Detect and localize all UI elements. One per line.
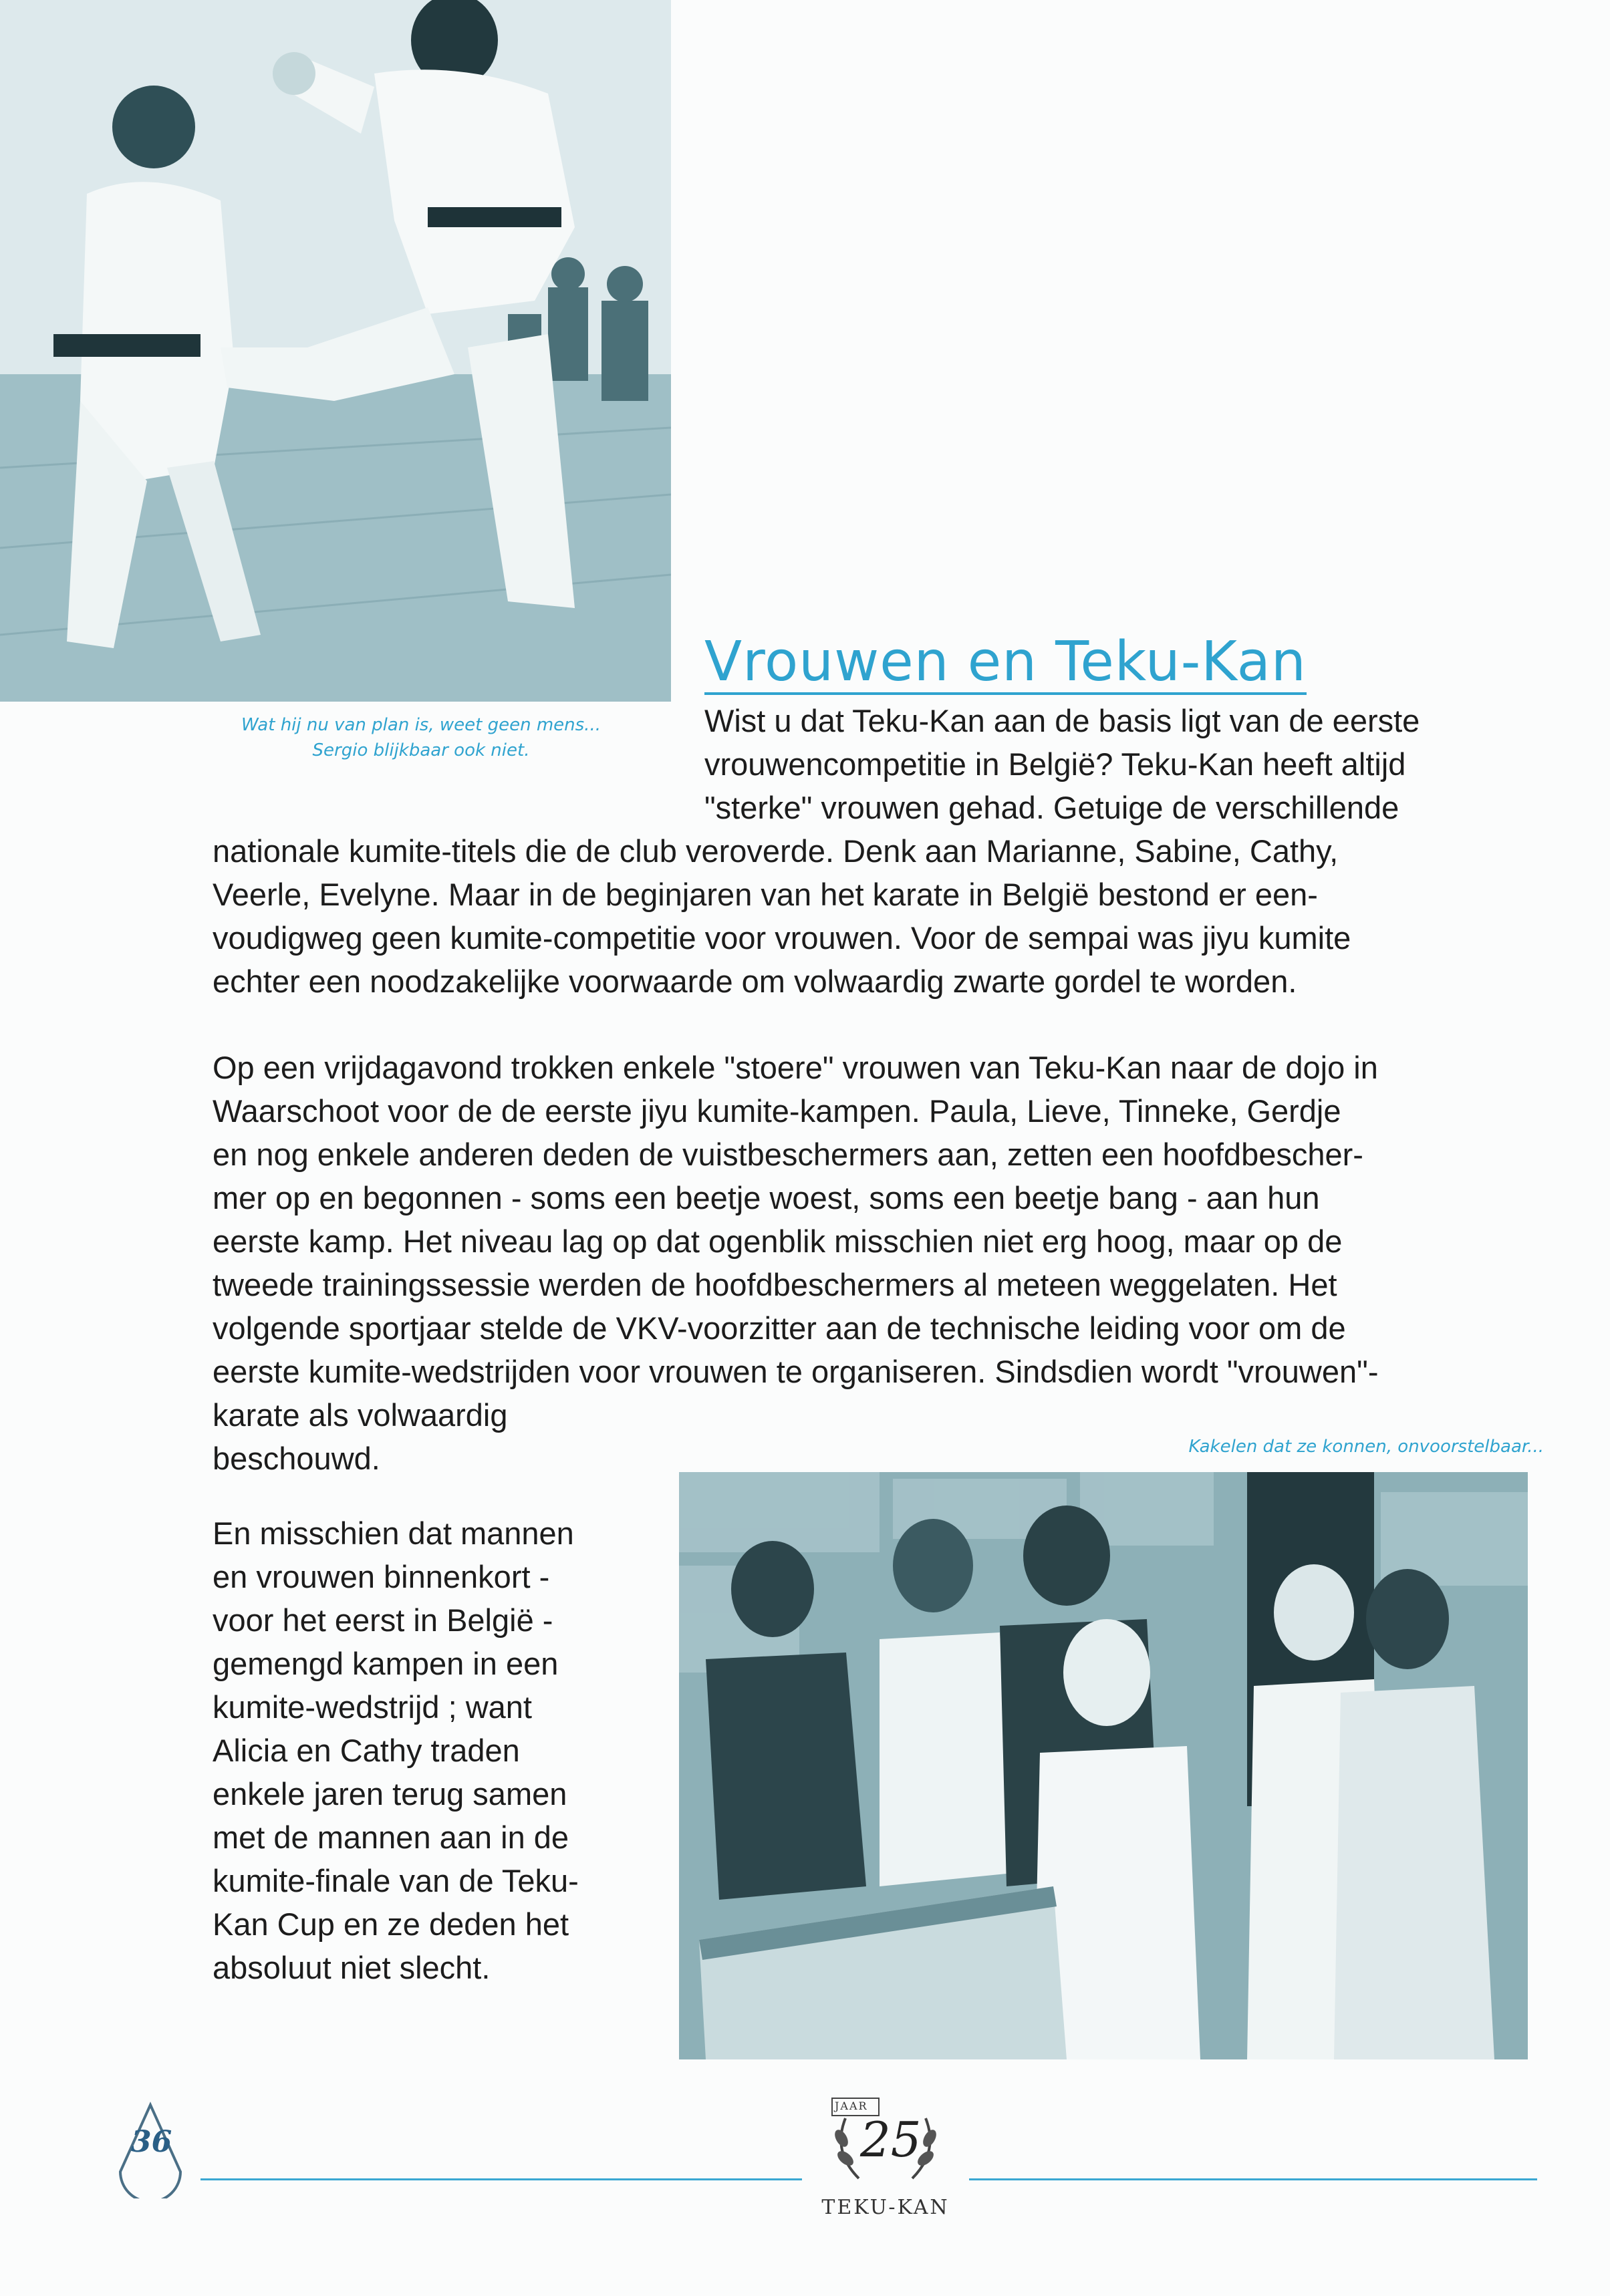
text-line: En misschien dat mannen	[213, 1516, 574, 1551]
footer-rule-left	[200, 2178, 802, 2180]
page-number: 36	[131, 2125, 172, 2159]
text-line: Kan Cup en ze deden het	[213, 1906, 569, 1942]
karate-photo-illustration	[0, 0, 671, 702]
text-line: Veerle, Evelyne. Maar in de beginjaren van het karate in België bestond er een-	[213, 877, 1318, 912]
text-line: eerste kamp. Het niveau lag op dat ogenblik misschien niet erg hoog, maar op de	[213, 1224, 1343, 1259]
text-line: tweede trainingssessie werden de hoofdbeschermers al meteen weggelaten. Het	[213, 1267, 1337, 1302]
text-line: voudigweg geen kumite-competitie voor vrouwen. Voor de sempai was jiyu kumite	[213, 920, 1351, 956]
text-line: mer op en begonnen - soms een beetje woest, soms een beetje bang - aan hun	[213, 1180, 1320, 1215]
photo-caption-bottom: Kakelen dat ze konnen, onvoorstelbaar...	[1188, 1437, 1544, 1457]
paragraph-3	[213, 1512, 579, 1989]
caption-line: Sergio blijkbaar ook niet.	[312, 740, 530, 760]
karate-photo	[0, 0, 671, 702]
logo-small-label: JAAR	[835, 2100, 868, 2112]
text-line: Waarschoot voor de de eerste jiyu kumite-kampen. Paula, Lieve, Tinneke, Gerdje	[213, 1093, 1341, 1129]
text-line: Wist u dat Teku-Kan aan de basis ligt van de eerste	[704, 703, 1420, 738]
footer-rule-right	[969, 2178, 1537, 2180]
caption-line: Wat hij nu van plan is, weet geen mens...	[241, 715, 601, 735]
text-line: gemengd kampen in een	[213, 1646, 559, 1681]
text-line: enkele jaren terug samen	[213, 1776, 567, 1812]
text-line: volgende sportjaar stelde de VKV-voorzitter aan de technische leiding voor om de	[213, 1310, 1346, 1346]
text-line: karate als volwaardig	[213, 1397, 508, 1433]
text-line: beschouwd.	[213, 1441, 380, 1476]
text-line: eerste kumite-wedstrijden voor vrouwen te organiseren. Sindsdien wordt "vrouwen"-	[213, 1354, 1379, 1389]
text-line: vrouwencompetitie in België? Teku-Kan heeft altijd	[704, 746, 1406, 782]
paragraph-2	[213, 1046, 1379, 1480]
article-title: Vrouwen en Teku-Kan	[704, 633, 1307, 695]
text-line: nationale kumite-titels die de club veroverde. Denk aan Marianne, Sabine, Cathy,	[213, 833, 1339, 869]
text-line: en vrouwen binnenkort -	[213, 1559, 550, 1594]
text-line: echter een noodzakelijke voorwaarde om volwaardig zwarte gordel te worden.	[213, 964, 1297, 999]
logo-text: TEKU-KAN	[821, 2196, 950, 2219]
text-line: Alicia en Cathy traden	[213, 1733, 520, 1768]
text-line: met de mannen aan in de	[213, 1820, 569, 1855]
logo-number: 25	[860, 2112, 922, 2168]
text-line: kumite-finale van de Teku-	[213, 1863, 579, 1898]
text-line: absoluut niet slecht.	[213, 1950, 491, 1985]
text-line: voor het eerst in België -	[213, 1602, 553, 1638]
group-photo	[679, 1472, 1528, 2059]
text-line: en nog enkele anderen deden de vuistbeschermers aan, zetten een hoofdbescher-	[213, 1137, 1363, 1172]
text-line: Op een vrijdagavond trokken enkele "stoere" vrouwen van Teku-Kan naar de dojo in	[213, 1050, 1378, 1085]
group-photo-illustration	[679, 1472, 1528, 2059]
paragraph-1	[213, 699, 1420, 1003]
text-line: kumite-wedstrijd ; want	[213, 1689, 532, 1725]
anniversary-logo	[819, 2092, 952, 2192]
text-line: "sterke" vrouwen gehad. Getuige de verschillende	[704, 790, 1399, 825]
